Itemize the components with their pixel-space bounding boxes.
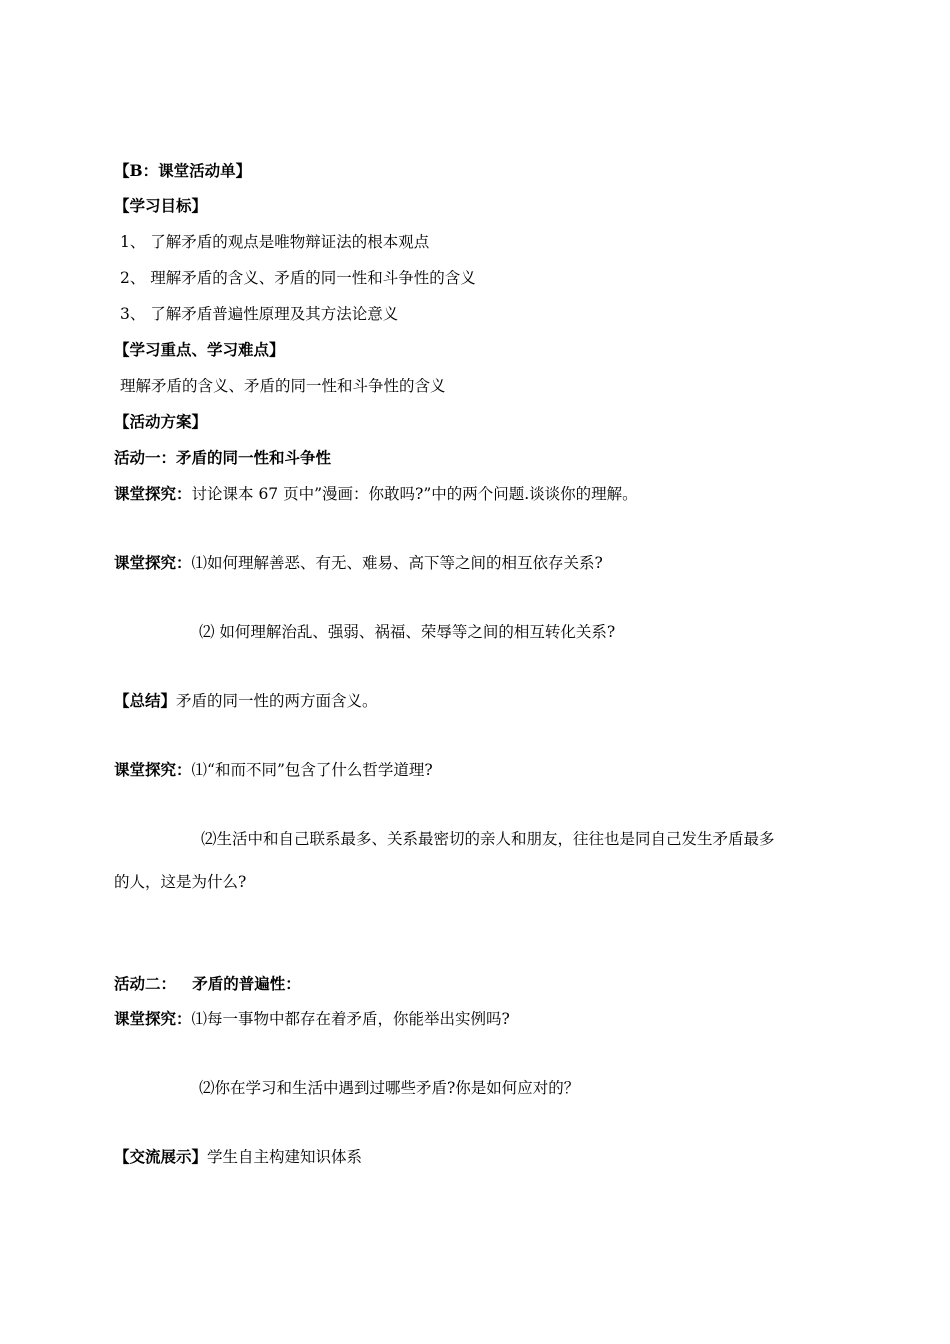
explore-row <box>114 760 433 780</box>
plan-heading: 【活动方案】 <box>114 412 208 431</box>
explore-label: 课堂探究： <box>114 1009 192 1028</box>
explore-label: 课堂探究： <box>114 484 192 503</box>
goal-item: 3、 了解矛盾普遍性原理及其方法论意义 <box>120 305 399 323</box>
activity1-title: 活动一：矛盾的同一性和斗争性 <box>114 448 332 467</box>
explore-row <box>114 1009 510 1029</box>
keypoints-text: 理解矛盾的含义、矛盾的同一性和斗争性的含义 <box>120 377 446 395</box>
section-heading: 【B：课堂活动单】 <box>114 161 252 180</box>
explore-row <box>114 553 603 573</box>
goals-heading: 【学习目标】 <box>114 196 208 215</box>
explore-question: ⑵ 如何理解治乱、强弱、祸福、荣辱等之间的相互转化关系? <box>199 623 616 641</box>
explore-question: ⑴每一事物中都存在着矛盾，你能举出实例吗? <box>191 1010 510 1028</box>
explore-label: 课堂探究： <box>114 553 192 572</box>
goal-item: 1、 了解矛盾的观点是唯物辩证法的根本观点 <box>120 233 430 251</box>
explore-question: ⑴“和而不同”包含了什么哲学道理? <box>191 761 433 779</box>
summary-text: 矛盾的同一性的两方面含义。 <box>176 692 378 710</box>
explore-row <box>114 484 638 504</box>
keypoints-heading: 【学习重点、学习难点】 <box>114 340 285 359</box>
explore-label: 课堂探究： <box>114 760 192 779</box>
explore-text: 讨论课本 67 页中”漫画：你敢吗?”中的两个问题.谈谈你的理解。 <box>191 485 638 503</box>
explore-question: ⑵你在学习和生活中遇到过哪些矛盾?你是如何应对的？ <box>199 1079 580 1097</box>
exchange-label: 【交流展示】 <box>114 1147 208 1166</box>
summary-row <box>114 691 378 711</box>
goal-item: 2、 理解矛盾的含义、矛盾的同一性和斗争性的含义 <box>120 269 476 287</box>
exchange-row <box>114 1147 362 1167</box>
summary-label: 【总结】 <box>114 691 177 710</box>
exchange-text: 学生自主构建知识体系 <box>207 1148 363 1166</box>
explore-question: ⑵生活中和自己联系最多、关系最密切的亲人和朋友，往往也是同自己发生矛盾最多 <box>201 830 775 848</box>
activity2-title: 活动二： 矛盾的普遍性： <box>114 974 301 993</box>
explore-question: ⑴如何理解善恶、有无、难易、高下等之间的相互依存关系? <box>191 554 603 572</box>
explore-question-cont: 的人，这是为什么? <box>114 873 247 891</box>
